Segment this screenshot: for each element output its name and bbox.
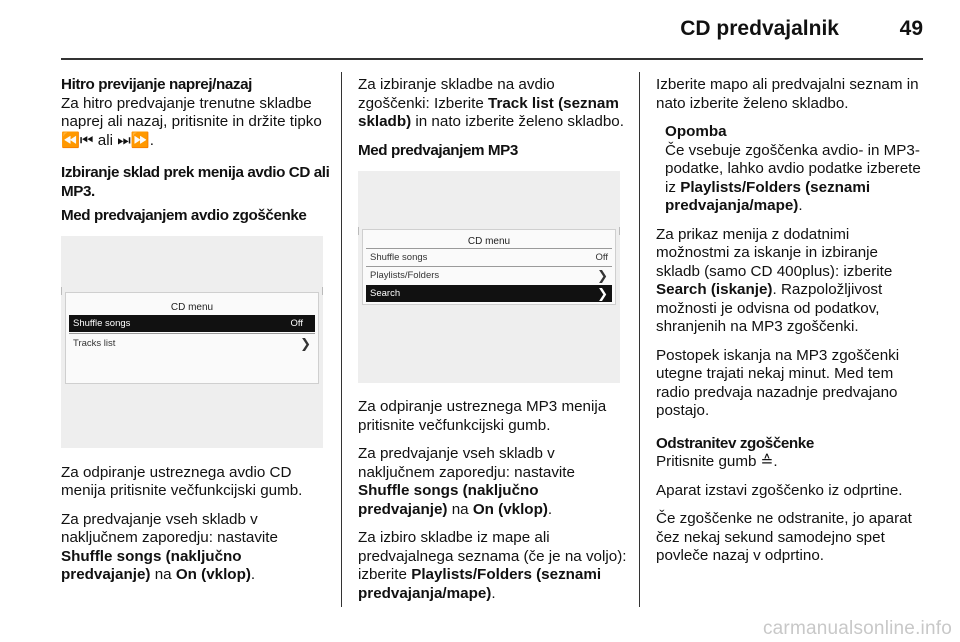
- text: .: [798, 197, 803, 214]
- text: Za predvajanje vseh skladb v naključnem zaporedju: nastavite: [61, 510, 278, 546]
- mp3-menu-screen: [358, 171, 620, 383]
- playlists-option-text: Playlists/Folders (seznami predvajanja/mape): [358, 566, 602, 602]
- column-2: [358, 76, 628, 613]
- text: .: [250, 566, 256, 583]
- text: na: [447, 500, 473, 518]
- heading-audio-cd: Med predvajanjem avdio zgoščenke: [61, 207, 307, 224]
- screen-corner-mark: [61, 287, 62, 295]
- paragraph-playlist: [358, 529, 628, 603]
- column-divider: [341, 72, 342, 607]
- text: .: [773, 453, 778, 470]
- menu-row-playlists-folders[interactable]: [366, 267, 612, 284]
- page-header: [61, 0, 923, 60]
- screen-corner-mark: [322, 287, 323, 295]
- menu-separator: [69, 333, 315, 334]
- menu-row-shuffle-songs[interactable]: [366, 249, 612, 266]
- paragraph-search-duration: Postopek iskanja na MP3 zgoščenki utegne trajati nekaj minut. Med tem radio predvaja nazadnje predvajano postajo.: [656, 346, 900, 419]
- track-list-option-text: Track list (seznam skladb): [358, 94, 619, 130]
- screen-corner-mark: [619, 227, 620, 235]
- column-divider: [639, 72, 640, 607]
- page-number: 49: [899, 17, 923, 40]
- paragraph-open-mp3-menu: Za odpiranje ustreznega MP3 menija pritisnite večfunkcijski gumb.: [358, 398, 607, 434]
- menu-row-value: Off: [290, 317, 303, 329]
- cd-menu-title: CD menu: [467, 236, 511, 247]
- watermark: carmanualsonline.info: [762, 618, 952, 639]
- text: Za izbiro skladbe iz mape ali predvajalnega seznama (če je na voljo): izberite: [358, 529, 627, 583]
- paragraph-shuffle: [61, 511, 331, 585]
- chevron-right-icon: ❯: [597, 286, 608, 301]
- heading-fast-forward: Hitro previjanje naprej/nazaj: [61, 76, 252, 93]
- on-option-text: On (vklop): [472, 500, 548, 518]
- menu-row-value: Off: [595, 252, 608, 263]
- text: Če vsebuje zgoščenka avdio- in MP3-podatke, lahko avdio podatke izberete iz: [665, 141, 921, 196]
- page-title: CD predvajalnik: [680, 17, 839, 40]
- paragraph-track-select: [358, 76, 628, 132]
- menu-row-label: Search: [370, 288, 401, 299]
- note-title: Opomba: [665, 123, 727, 140]
- text: na: [150, 566, 176, 583]
- eject-icon: ≙: [760, 453, 774, 470]
- note-block: [656, 123, 926, 216]
- menu-row-label: Shuffle songs: [73, 317, 131, 329]
- text: .: [491, 584, 496, 602]
- column-3: [656, 76, 926, 576]
- note-text: [665, 142, 926, 216]
- heading-mp3: Med predvajanjem MP3: [358, 141, 518, 159]
- cd-menu-title: CD menu: [170, 301, 214, 313]
- paragraph-retract: Če zgoščenke ne odstranite, jo aparat čez nekaj sekund samodejno spet povleče nazaj v odprtino.: [656, 510, 912, 564]
- on-option-text: On (vklop): [175, 566, 251, 583]
- heading-remove-cd: Odstranitev zgoščenke: [656, 434, 814, 452]
- text: . Razpoložljivost možnosti je odvisna od podatkov, shranjenih na MP3 zgoščenki.: [656, 281, 883, 335]
- chevron-right-icon: ❯: [597, 268, 608, 283]
- menu-row-label: Tracks list: [73, 337, 116, 349]
- cd-menu-screen: [61, 236, 323, 448]
- menu-row-label: Playlists/Folders: [370, 270, 440, 281]
- playlists-option-text: Playlists/Folders (seznami predvajanja/mape): [665, 178, 871, 214]
- cd-menu-panel: [65, 292, 319, 384]
- paragraph-press-eject: [656, 453, 926, 472]
- paragraph-search: [656, 226, 926, 337]
- text: Pritisnite gumb: [656, 453, 761, 470]
- text: in nato izberite želeno skladbo.: [411, 113, 624, 130]
- menu-row-shuffle-songs[interactable]: [69, 315, 315, 332]
- paragraph-shuffle: [358, 445, 628, 519]
- shuffle-option-text: Shuffle songs (naključno predvajanje): [61, 547, 242, 583]
- menu-row-search[interactable]: [366, 285, 612, 302]
- menu-row-tracks-list[interactable]: [69, 335, 315, 352]
- menu-row-label: Shuffle songs: [370, 252, 428, 263]
- paragraph-folder-select: Izberite mapo ali predvajalni seznam in nato izberite želeno skladbo.: [656, 76, 919, 112]
- shuffle-option-text: Shuffle songs (naključno predvajanje): [358, 482, 539, 518]
- text: Za prikaz menija z dodatnimi možnostmi za iskanje in izbiranje skladb (samo CD 400plus): izberite: [656, 225, 893, 280]
- search-option-text: Search (iskanje): [656, 281, 773, 298]
- paragraph-fast-forward: Za hitro predvajanje trenutne skladbe naprej ali nazaj, pritisnite in držite tipko ⏪⏮ ali ⏭⏩.: [61, 94, 322, 149]
- column-1: [61, 76, 331, 595]
- screen-corner-mark: [358, 227, 359, 235]
- text: .: [547, 500, 553, 518]
- chevron-right-icon: ❯: [300, 335, 311, 351]
- text: Za izbiranje skladbe na avdio zgoščenki: Izberite: [358, 76, 555, 112]
- heading-menu-select: Izbiranje sklad prek menija avdio CD ali MP3.: [61, 164, 330, 200]
- mp3-menu-panel: [362, 229, 616, 305]
- paragraph-open-menu: Za odpiranje ustreznega avdio CD menija pritisnite večfunkcijski gumb.: [61, 463, 303, 499]
- paragraph-eject: Aparat izstavi zgoščenko iz odprtine.: [656, 481, 903, 499]
- text: Za predvajanje vseh skladb v naključnem zaporedju: nastavite: [358, 445, 575, 481]
